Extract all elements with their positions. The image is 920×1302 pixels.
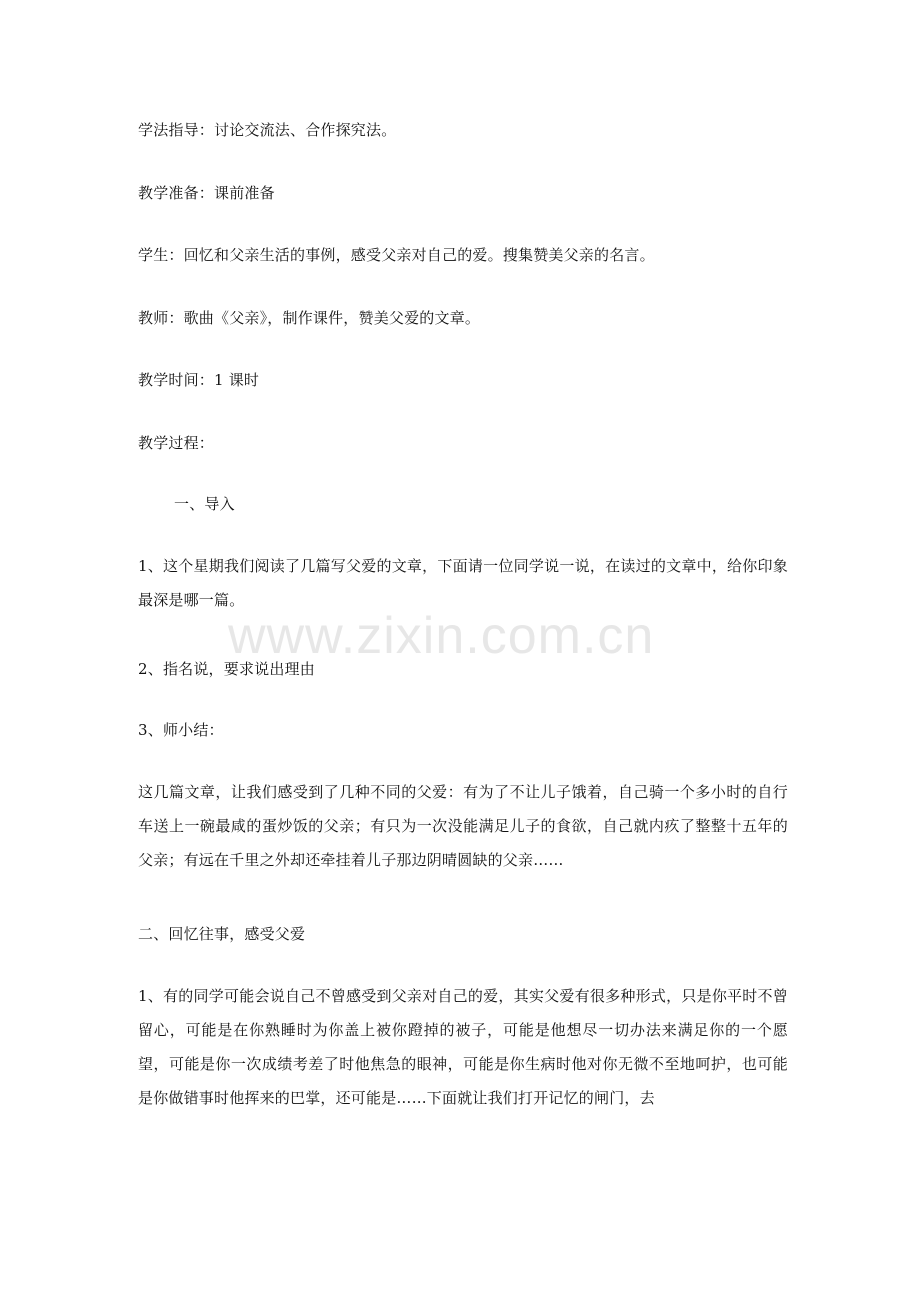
student-preparation-line: 学生：回忆和父亲生活的事例，感受父亲对自己的爱。搜集赞美父亲的名言。 [138,246,655,264]
website-watermark: www.zixin.com.cn [228,607,655,665]
section-two-title: 二、回忆往事，感受父爱 [138,925,306,943]
teaching-time-line: 教学时间：1 课时 [138,371,260,389]
study-method-line: 学法指导：讨论交流法、合作探究法。 [138,121,397,139]
intro-item-1: 1、这个星期我们阅读了几篇写父爱的文章，下面请一位同学说一说，在读过的文章中，给你印象最深是哪一篇。 [138,557,788,609]
intro-item-3: 3、师小结： [138,721,224,739]
intro-item-2: 2、指名说，要求说出理由 [138,660,315,678]
teacher-preparation-line: 教师：歌曲《父亲》，制作课件，赞美父爱的文章。 [138,309,481,327]
teaching-process-heading: 教学过程： [138,434,215,452]
section-one-title: 一、导入 [174,495,235,513]
recall-paragraph: 1、有的同学可能会说自己不曾感受到父亲对自己的爱，其实父爱有很多种形式，只是你平时不曾留心，可能是在你熟睡时为你盖上被你蹬掉的被子，可能是他想尽一切办法来满足你的一个愿望，可能是你一次成绩考差了时他焦急的眼神，可能是你生病时他对你无微不至地呵护，也可能是你做错事时他挥来的巴掌，还可能是……下面就让我们打开记忆的闸门，去 [138,987,788,1107]
summary-paragraph: 这几篇文章，让我们感受到了几种不同的父爱：有为了不让儿子饿着，自己骑一个多小时的自行车送上一碗最咸的蛋炒饭的父亲；有只为一次没能满足儿子的食欲，自己就内疚了整整十五年的父亲；有远在千里之外却还牵挂着儿子那边阴晴圆缺的父亲…… [138,783,788,869]
teaching-preparation-line: 教学准备：课前准备 [138,184,275,202]
